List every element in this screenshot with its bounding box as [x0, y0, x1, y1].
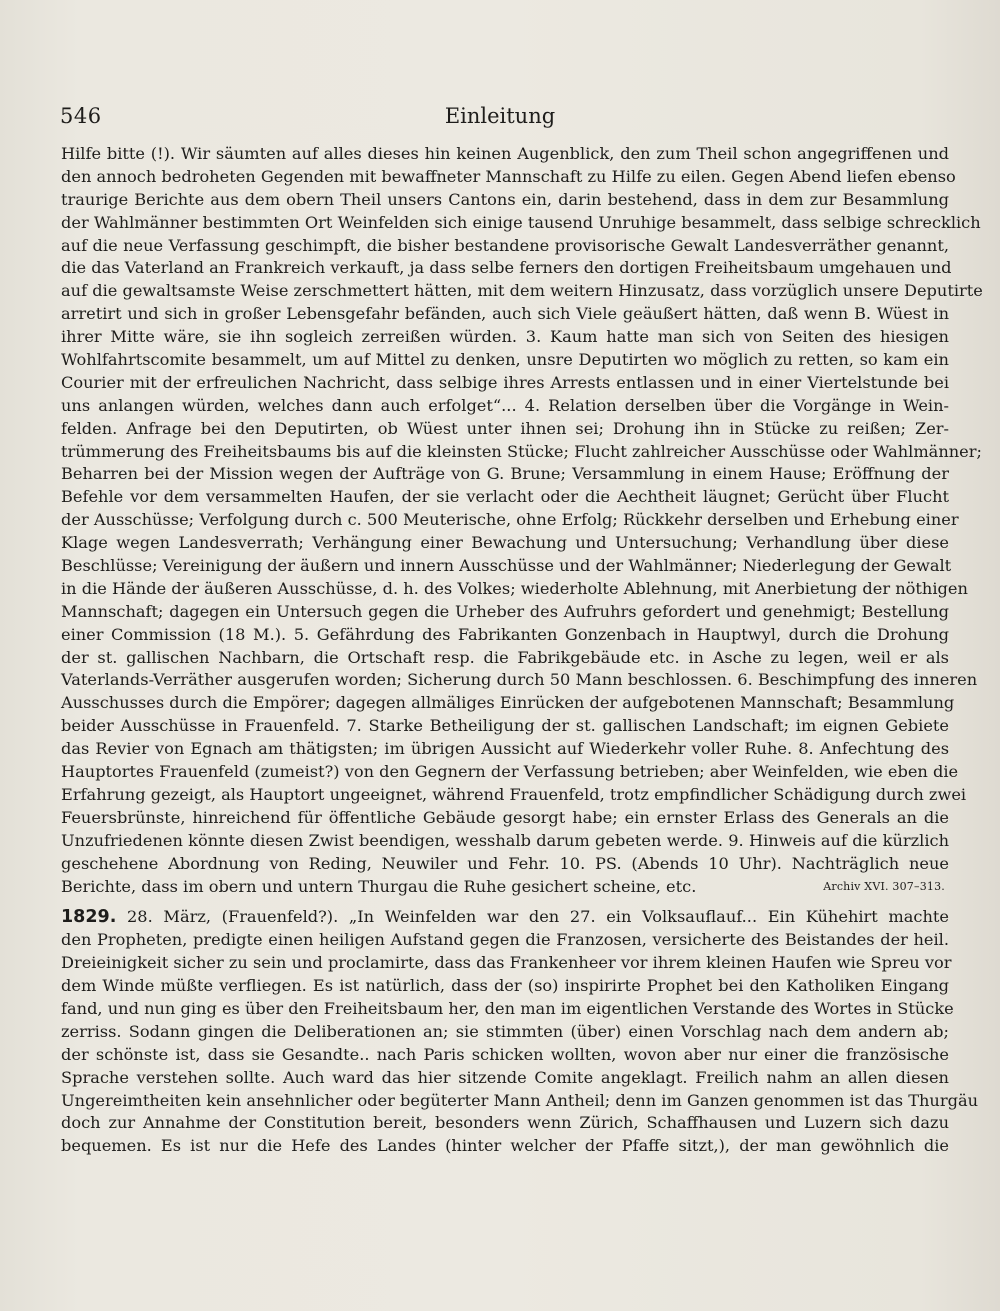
- text-line: Unzufriedenen könnte diesen Zwist beendigen, wesshalb darum gebeten werde. 9. Hinweis auf die kürzlich: [61, 830, 949, 850]
- text-line: das Revier von Egnach am thätigsten; im übrigen Aussicht auf Wiederkehr voller Ruhe. 8. Anfechtung des: [61, 739, 949, 759]
- text-line: einer Commission (18 M.). 5. Gefährdung des Fabrikanten Gonzenbach in Hauptwyl, durch die Drohung: [61, 624, 949, 644]
- text-line: Hauptortes Frauenfeld (zumeist?) von den Gegnern der Verfassung betrieben; aber Weinfelden, wie eben die: [61, 762, 959, 782]
- text-line: arretirt und sich in großer Lebensgefahr befänden, auch sich Viele geäußert hätten, daß wenn B. Wüest in: [61, 304, 949, 324]
- archive-reference: Archiv XVI. 307–313.: [823, 879, 945, 893]
- text-line: Wohlfahrtscomite besammelt, um auf Mittel zu denken, unsre Deputirten wo möglich zu retten, so kam ein: [61, 350, 949, 370]
- text-line: Vaterlands-Verräther ausgerufen worden; Sicherung durch 50 Mann beschlossen. 6. Beschimpfung des inneren: [61, 670, 978, 690]
- text-line: der schönste ist, dass sie Gesandte.. nach Paris schicken wollten, wovon aber nur einer die französische: [61, 1044, 949, 1064]
- text-line: beider Ausschüsse in Frauenfeld. 7. Starke Betheiligung der st. gallischen Landschaft; im eignen Gebiete: [61, 716, 949, 736]
- text-line: Beschlüsse; Vereinigung der äußern und innern Ausschüsse und der Wahlmänner; Niederlegung der Gewalt: [61, 556, 952, 576]
- text-line: fand, und nun ging es über den Freiheitsbaum her, den man im eigentlichen Verstande des Wortes in Stücke: [61, 998, 954, 1018]
- text-line: Courier mit der erfreulichen Nachricht, dass selbige ihres Arrests entlassen und in einer Viertelstunde bei: [61, 372, 949, 392]
- text-line: doch zur Annahme der Constitution bereit, besonders wenn Zürich, Schaffhausen und Luzern sich dazu: [61, 1113, 949, 1133]
- text-line: den Propheten, predigte einen heiligen Aufstand gegen die Franzosen, versicherte des Beistandes der heil.: [61, 930, 949, 950]
- text-line: traurige Berichte aus dem obern Theil unsers Cantons ein, darin bestehend, dass in dem zur Besammlung: [61, 189, 949, 209]
- text-line: trümmerung des Freiheitsbaums bis auf die kleinsten Stücke; Flucht zahlreicher Ausschüsse oder Wahlmänner;: [61, 441, 982, 461]
- text-line: Ausschusses durch die Empörer; dagegen allmäliges Einrücken der aufgebotenen Mannschaft; Besammlung: [61, 693, 955, 713]
- entry-year: 1829.: [61, 907, 117, 928]
- text-line: auf die gewaltsamste Weise zerschmettert hätten, mit dem weitern Hinzusatz, dass vorzüglich unsere Deputirte: [61, 281, 983, 301]
- text-line: in die Hände der äußeren Ausschüsse, d. h. des Volkes; wiederholte Ablehnung, mit Anerbietung der nöthigen: [61, 578, 968, 598]
- text-line: zerriss. Sodann gingen die Deliberationen an; sie stimmten (über) einen Vorschlag nach dem andern ab;: [61, 1021, 949, 1041]
- paragraph-continuation: [61, 143, 983, 876]
- text-line: bequemen. Es ist nur die Hefe des Landes (hinter welcher der Pfaffe sitzt,), der man gewöhnlich die: [61, 1136, 949, 1156]
- entry-1829-first-line: [61, 906, 949, 929]
- text-line: uns anlangen würden, welches dann auch erfolget“... 4. Relation derselben über die Vorgänge in Wein-: [61, 395, 949, 415]
- text-line: Feuersbrünste, hinreichend für öffentliche Gebäude gesorgt habe; ein ernster Erlass des Generals an die: [61, 807, 949, 827]
- text-line: Hilfe bitte (!). Wir säumten auf alles dieses hin keinen Augenblick, den zum Theil schon angegriffenen und: [61, 144, 949, 163]
- text-line: ihrer Mitte wäre, sie ihn sogleich zerreißen würden. 3. Kaum hatte man sich von Seiten des hiesigen: [61, 327, 949, 347]
- paragraph-last-line: [61, 876, 949, 899]
- text-line: Ungereimtheiten kein ansehnlicher oder begüterter Mann Antheil; denn im Ganzen genommen ist das Thurgäu: [61, 1090, 979, 1110]
- text-line: Erfahrung gezeigt, als Hauptort ungeeignet, während Frauenfeld, trotz empfindlicher Schädigung durch zwei: [61, 784, 967, 804]
- text-line: der Wahlmänner bestimmten Ort Weinfelden sich einige tausend Unruhige besammelt, dass selbige schrecklich: [61, 212, 981, 232]
- text-line: Mannschaft; dagegen ein Untersuch gegen die Urheber des Aufruhrs gefordert und genehmigt; Bestellung: [61, 601, 949, 621]
- running-title: Einleitung: [444, 104, 556, 128]
- text-line: der st. gallischen Nachbarn, die Ortschaft resp. die Fabrikgebäude etc. in Asche zu legen, weil er als: [61, 647, 949, 667]
- text-line: den annoch bedroheten Gegenden mit bewaffneter Mannschaft zu Hilfe zu eilen. Gegen Abend liefen ebenso: [61, 166, 956, 186]
- text-line: der Ausschüsse; Verfolgung durch c. 500 Meuterische, ohne Erfolg; Rückkehr derselben und Erhebung einer: [61, 510, 959, 530]
- text-line: felden. Anfrage bei den Deputirten, ob Wüest unter ihnen sei; Drohung ihn in Stücke zu reißen; Zer-: [61, 418, 949, 438]
- page-number: 546: [60, 104, 102, 128]
- text-line: Klage wegen Landesverrath; Verhängung einer Bewachung und Untersuchung; Verhandlung über diese: [61, 533, 949, 553]
- text-line: Beharren bei der Mission wegen der Aufträge von G. Brune; Versammlung in einem Hause; Eröffnung der: [61, 464, 949, 484]
- text-line: Berichte, dass im obern und untern Thurgau die Ruhe gesichert scheine, etc.: [61, 876, 697, 896]
- entry-1829-text: [61, 929, 979, 1158]
- paragraph-gap: [61, 898, 949, 906]
- text-line: die das Vaterland an Frankreich verkauft, ja dass selbe ferners den dortigen Freiheitsbaum umgehauen und: [61, 258, 952, 278]
- page-header: [60, 104, 940, 134]
- text-line: Dreieinigkeit sicher zu sein und proclamirte, dass das Frankenheer vor ihrem kleinen Haufen wie Spreu vor: [61, 953, 952, 973]
- text-line: dem Winde müßte verfliegen. Es ist natürlich, dass der (so) inspirirte Prophet bei den Katholiken Eingang: [61, 976, 949, 996]
- body-text: [61, 143, 983, 1158]
- text-line: auf die neue Verfassung geschimpft, die bisher bestandene provisorische Gewalt Landesverräther genannt,: [61, 235, 949, 255]
- text-line: Sprache verstehen sollte. Auch ward das hier sitzende Comite angeklagt. Freilich nahm an allen diesen: [61, 1067, 949, 1087]
- text-line: 28. März, (Frauenfeld?). „In Weinfelden war den 27. ein Volksauflauf... Ein Kühehirt machte: [127, 907, 949, 927]
- text-line: geschehene Abordnung von Reding, Neuwiler und Fehr. 10. PS. (Abends 10 Uhr). Nachträglich neue: [61, 853, 949, 873]
- text-line: Befehle vor dem versammelten Haufen, der sie verlacht oder die Aechtheit läugnet; Gerücht über Flucht: [61, 487, 949, 507]
